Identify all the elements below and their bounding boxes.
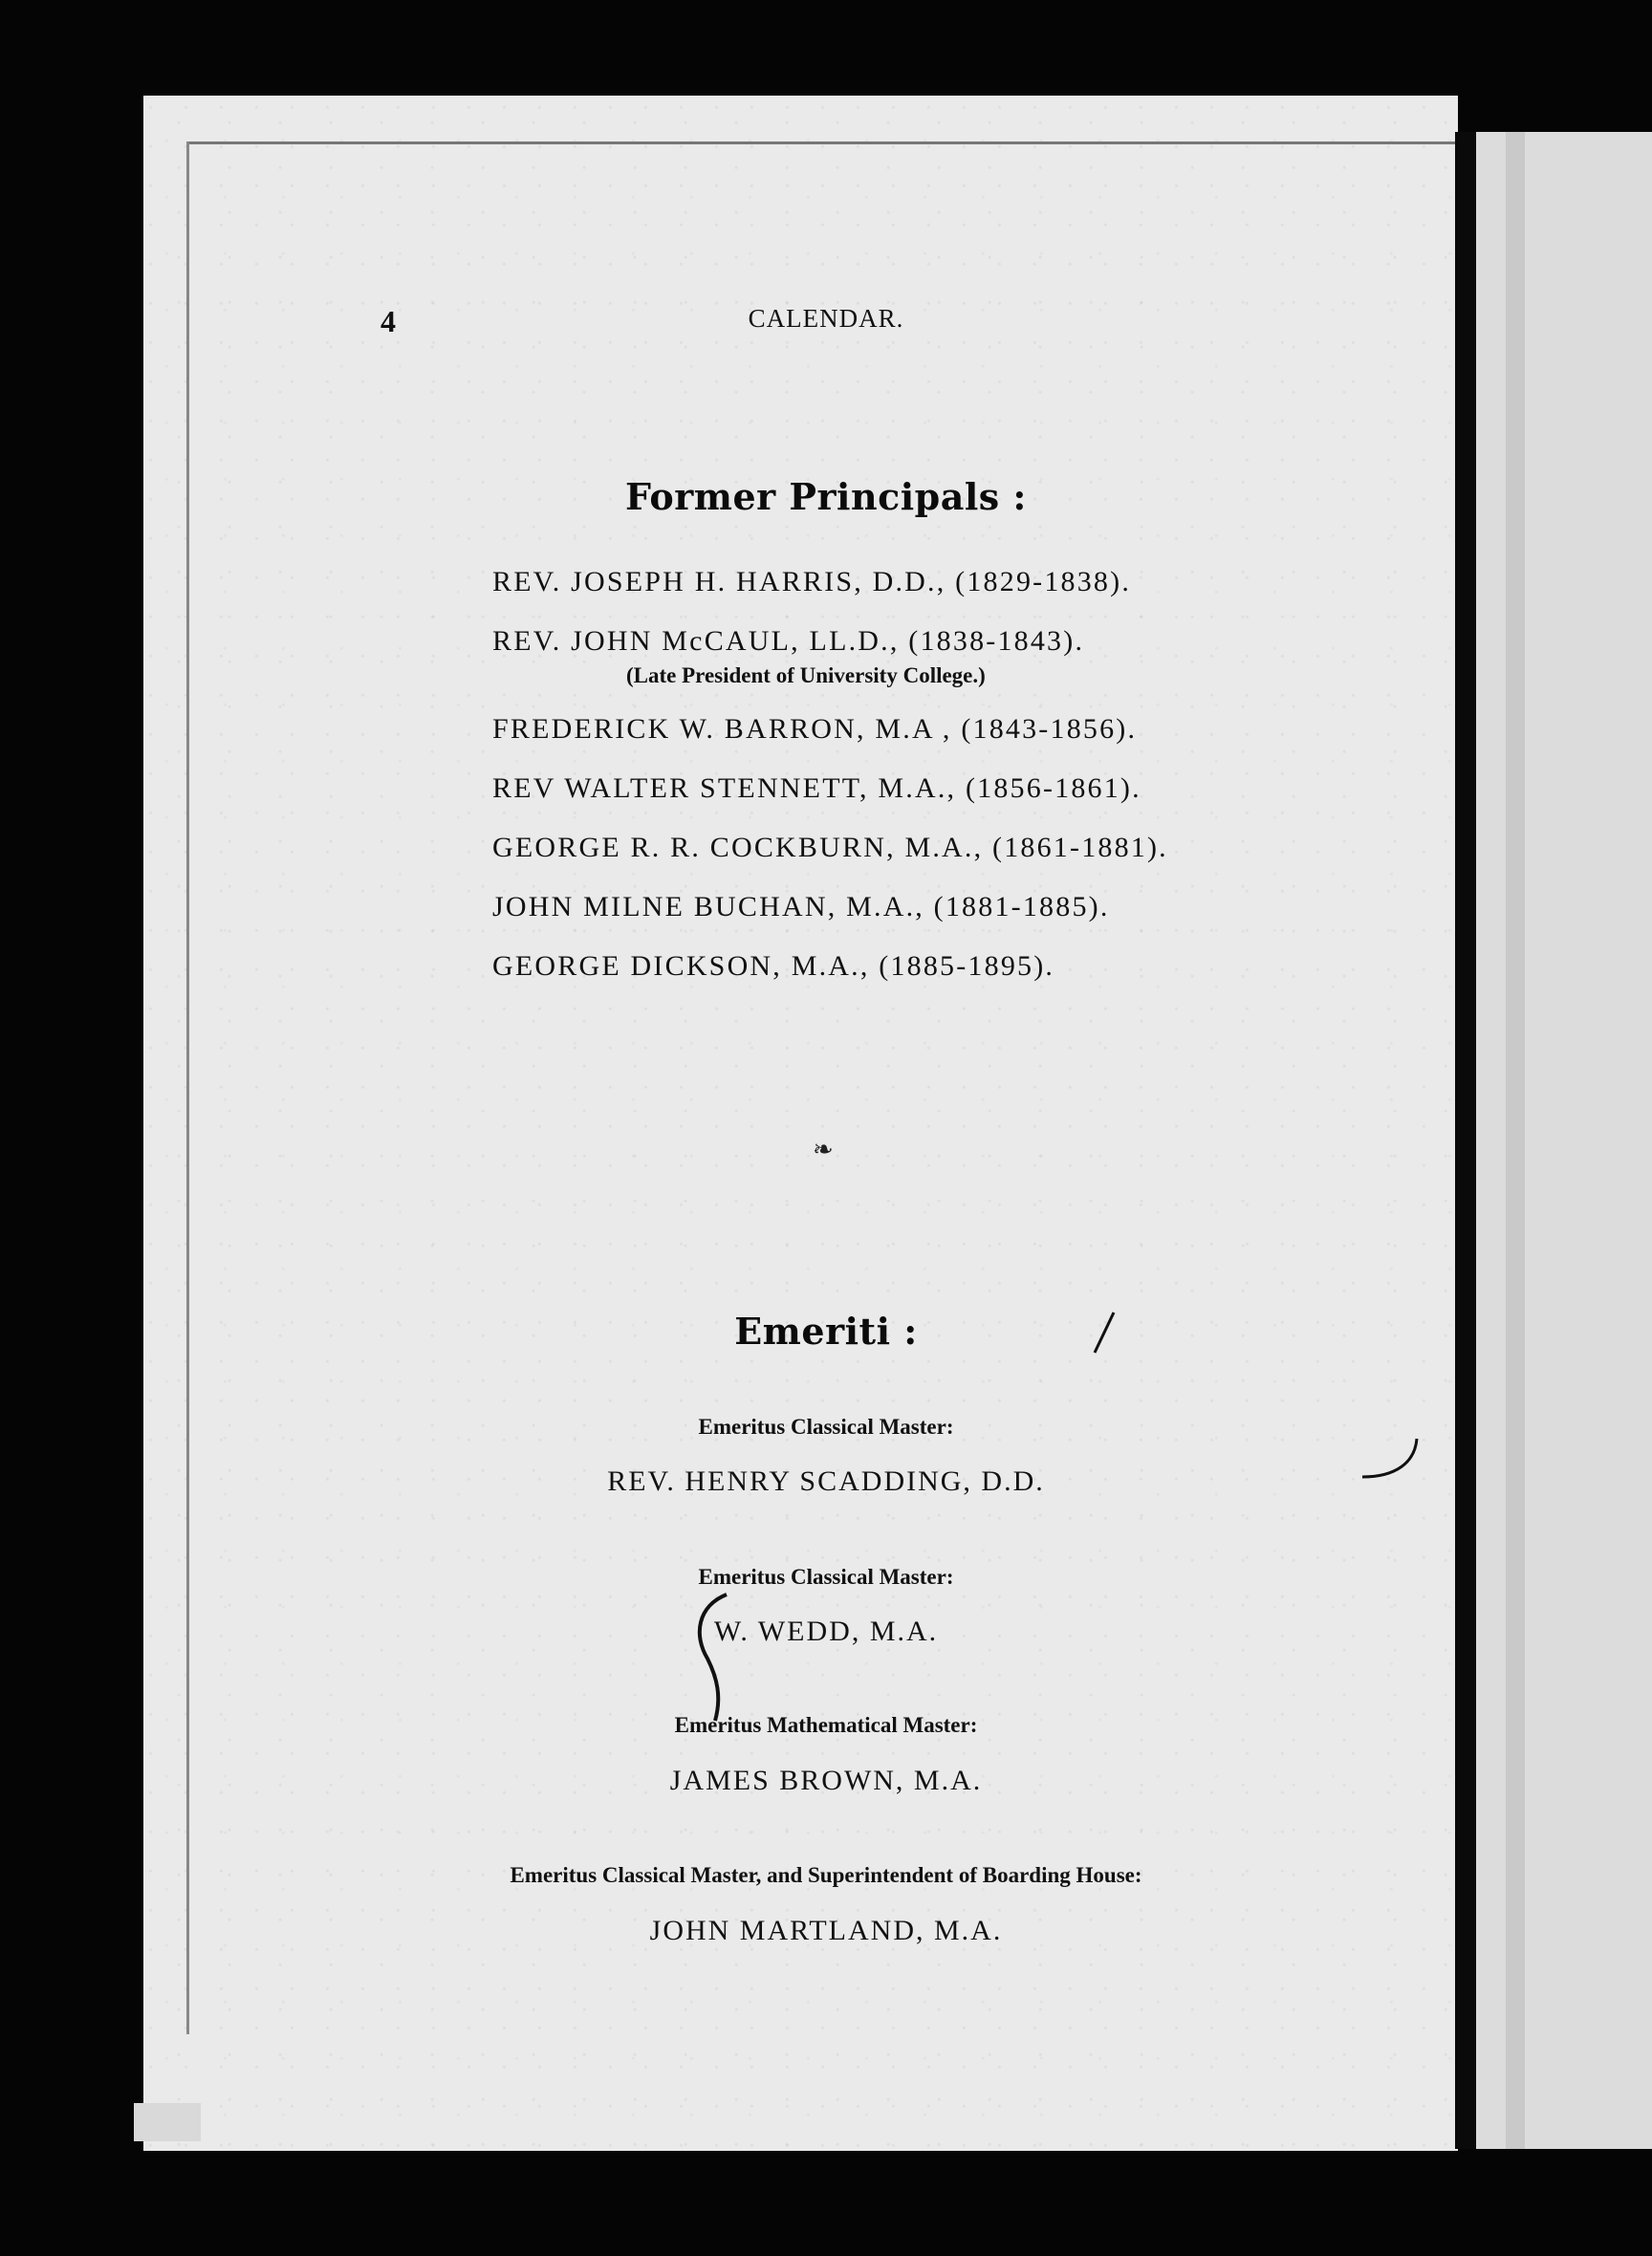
- principal-entry-7: GEORGE DICKSON, M.A., (1885-1895).: [492, 950, 1055, 982]
- binding-gutter: [1455, 132, 1476, 2149]
- principal-entry-2: REV. JOHN McCAUL, LL.D., (1838-1843).: [492, 625, 1085, 657]
- emeritus-role-1: Emeritus Classical Master:: [698, 1415, 954, 1439]
- emeritus-role-4: Emeritus Classical Master, and Superintendent of Boarding House:: [510, 1863, 1142, 1887]
- emeriti-title: Emeriti :: [734, 1310, 918, 1353]
- principal-entry-1: REV. JOSEPH H. HARRIS, D.D., (1829-1838).: [492, 566, 1132, 597]
- principal-entry-5: GEORGE R. R. COCKBURN, M.A., (1861-1881).: [492, 832, 1168, 863]
- adjacent-page-strip: [1506, 132, 1525, 2149]
- pen-bracket-mark: [669, 1587, 746, 1730]
- principal-entry-6: JOHN MILNE BUCHAN, M.A., (1881-1885).: [492, 891, 1110, 922]
- page-border-top: [186, 141, 1458, 144]
- adjacent-page-edge: [1476, 132, 1652, 2149]
- emeritus-role-3: Emeritus Mathematical Master:: [674, 1713, 978, 1737]
- former-principals-title: Former Principals :: [625, 475, 1027, 518]
- page-corner-tab: [134, 2103, 201, 2141]
- running-head: [0, 304, 1652, 334]
- emeritus-name-1: REV. HENRY SCADDING, D.D.: [607, 1465, 1045, 1497]
- emeritus-role-2: Emeritus Classical Master:: [698, 1565, 954, 1589]
- page-border-left: [186, 141, 189, 2034]
- emeritus-name-4: JOHN MARTLAND, M.A.: [649, 1915, 1003, 1946]
- page-number: 4: [380, 304, 396, 338]
- emeritus-name-3: JAMES BROWN, M.A.: [669, 1765, 983, 1796]
- scanned-page: [143, 96, 1458, 2151]
- principal-entry-4: REV WALTER STENNETT, M.A., (1856-1861).: [492, 772, 1141, 804]
- pen-hook-mark: [1358, 1434, 1424, 1491]
- principal-entry-2-note: (Late President of University College.): [626, 663, 986, 687]
- principal-entry-3: FREDERICK W. BARRON, M.A , (1843-1856).: [492, 713, 1138, 745]
- emeritus-name-2: W. WEDD, M.A.: [713, 1616, 939, 1647]
- pen-slash-mark: [1090, 1310, 1119, 1357]
- ornament-icon: ❧: [813, 1136, 834, 1163]
- running-head-text: CALENDAR.: [748, 304, 904, 333]
